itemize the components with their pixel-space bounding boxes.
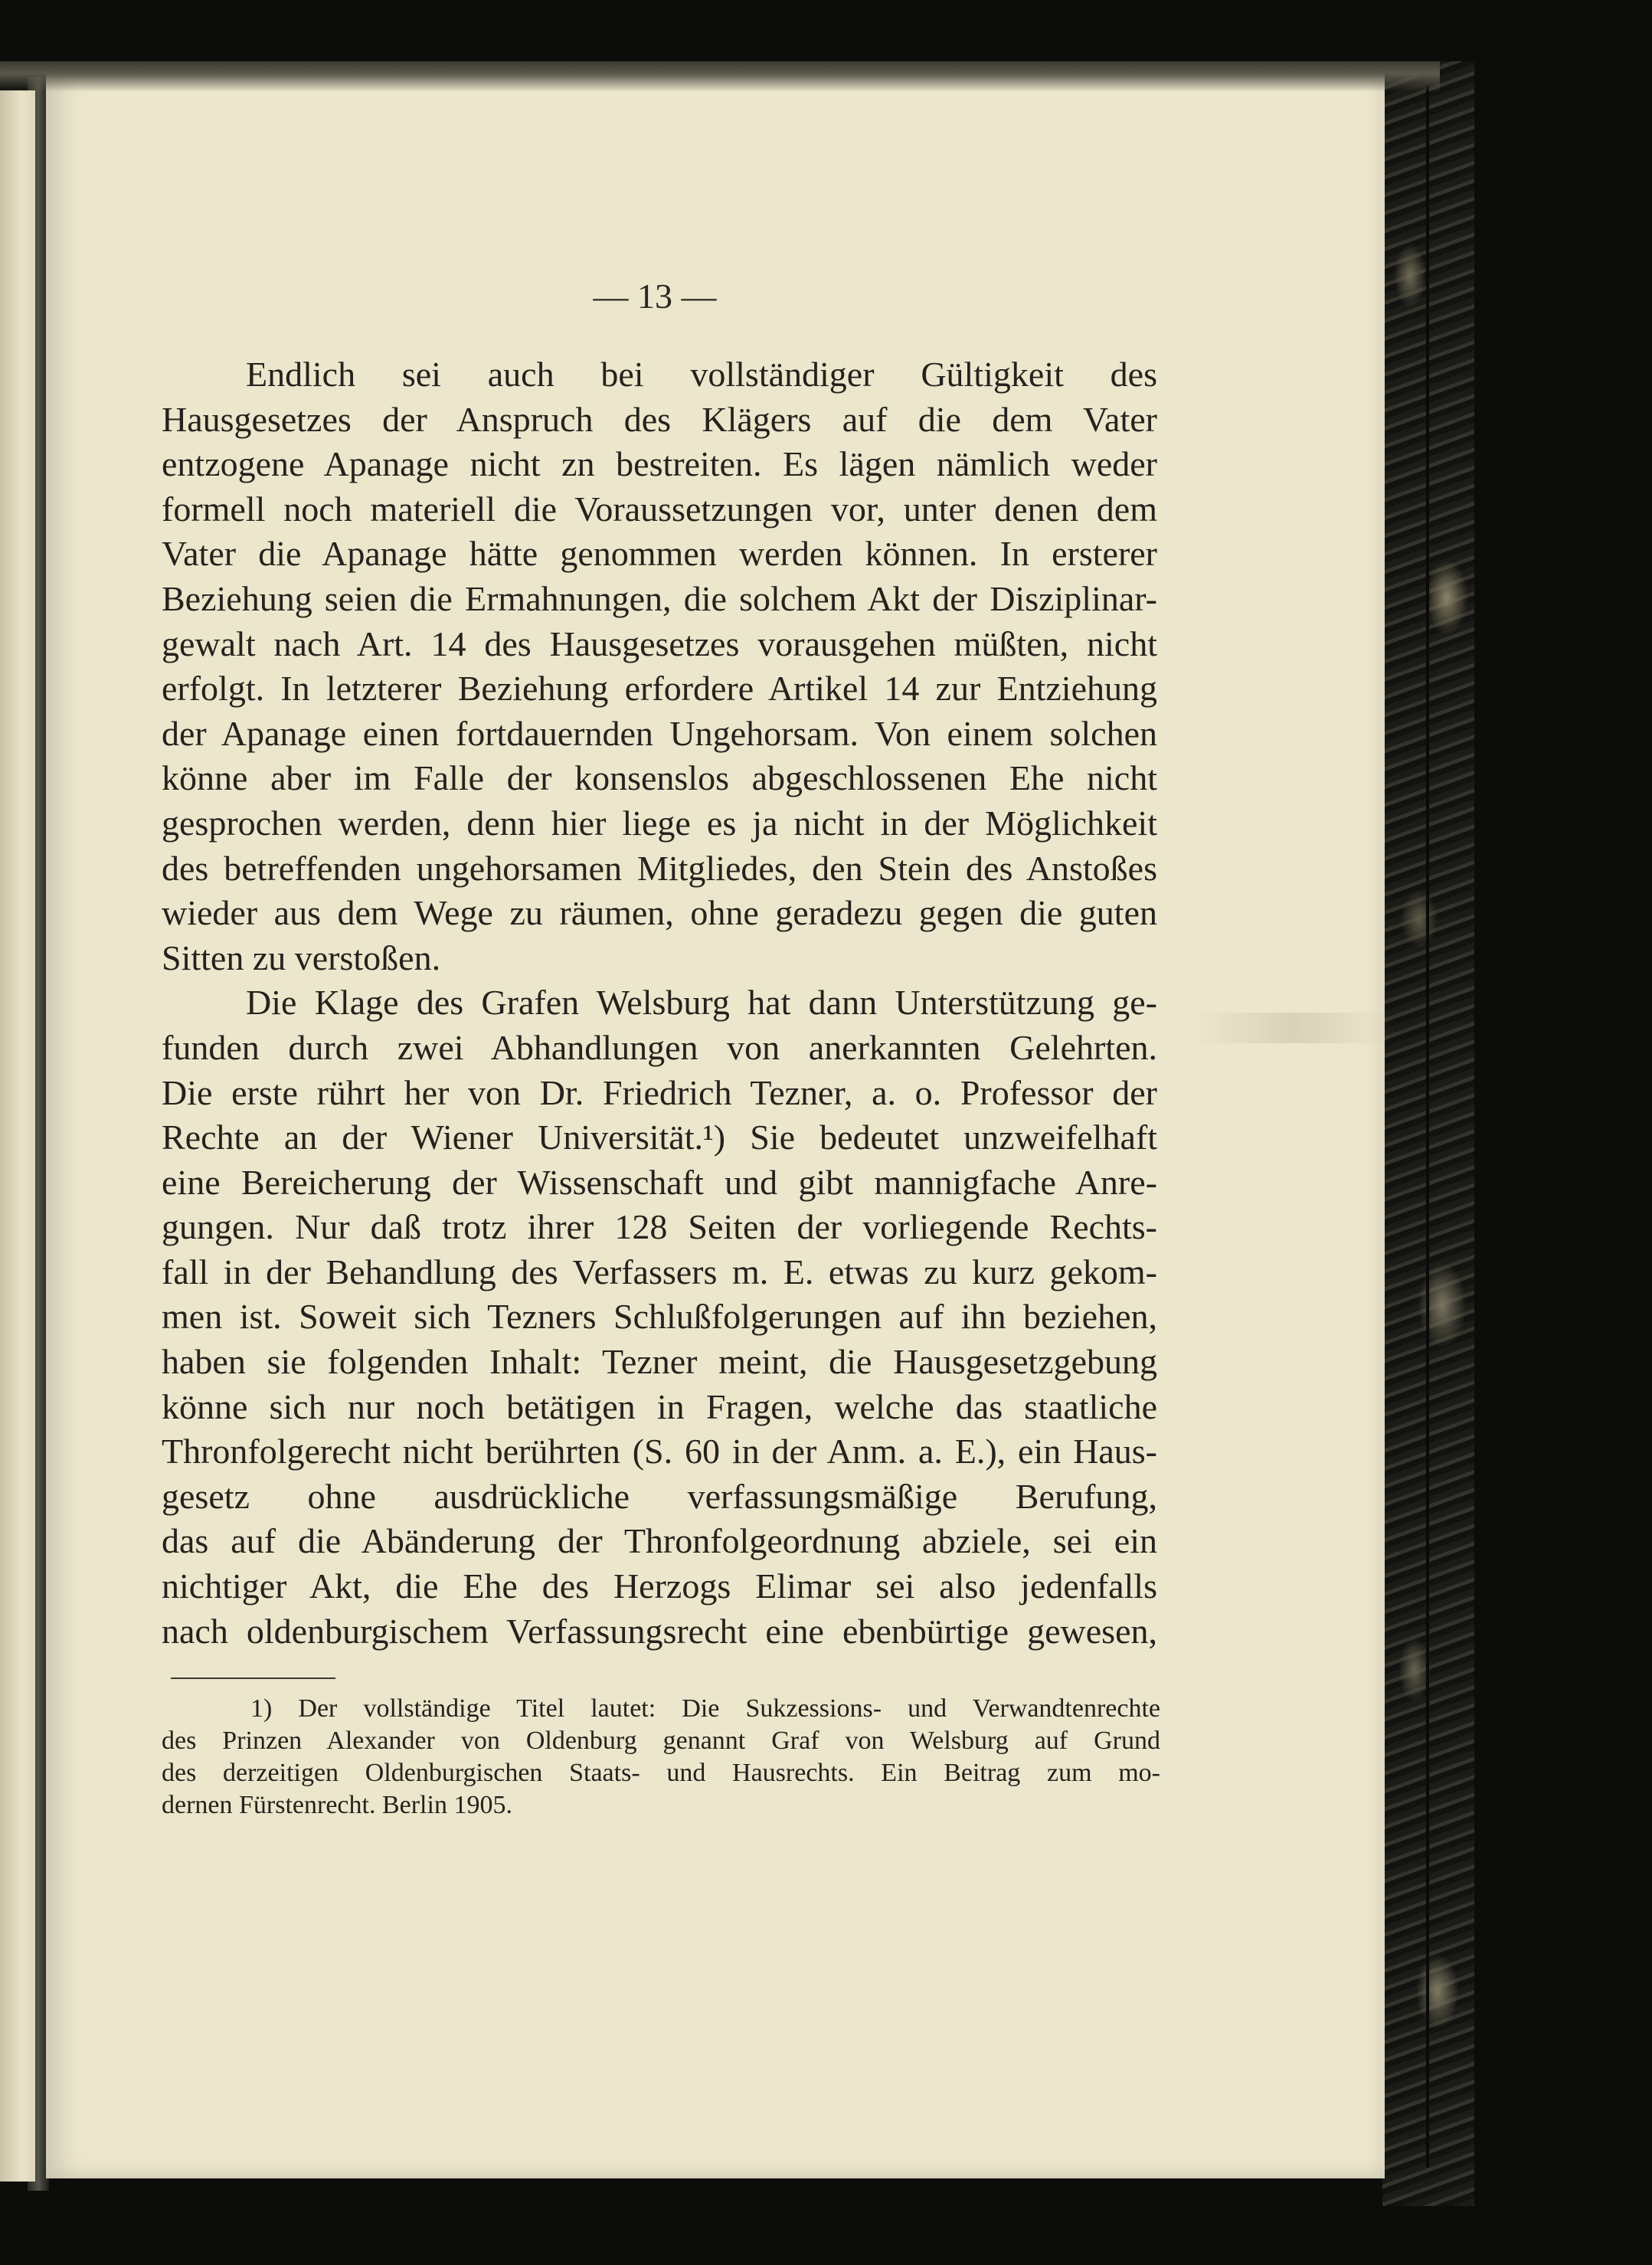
- text-line: gewalt nach Art. 14 des Hausgesetzes vorausgehen müßten, nicht: [162, 624, 1157, 663]
- page-top-shadow: [0, 61, 1440, 92]
- page-number: — 13 —: [593, 277, 717, 316]
- text-line: das auf die Abänderung der Thronfolgeordnung abziele, sei ein: [162, 1521, 1157, 1561]
- footnote-line: dernen Fürstenrecht. Berlin 1905.: [162, 1791, 512, 1819]
- text-line: entzogene Apanage nicht zn bestreiten. Es lägen nämlich weder: [162, 444, 1157, 484]
- text-line: formell noch materiell die Voraussetzungen vor, unter denen dem: [162, 489, 1157, 529]
- text-line: könne aber im Falle der konsenslos abgeschlossenen Ehe nicht: [162, 758, 1157, 798]
- text-line: erfolgt. In letzterer Beziehung erfordere Artikel 14 zur Entziehung: [162, 669, 1157, 709]
- text-line: gungen. Nur daß trotz ihrer 128 Seiten der vorliegende Rechts-: [162, 1207, 1157, 1247]
- footnote-line: 1) Der vollständige Titel lautet: Die Sukzessions- und Verwandtenrechte: [250, 1694, 1160, 1723]
- text-line: nach oldenburgischem Verfassungsrecht eine ebenbürtige gewesen,: [162, 1611, 1157, 1651]
- text-line: Vater die Apanage hätte genommen werden können. In ersterer: [162, 534, 1157, 574]
- text-line: Hausgesetzes der Anspruch des Klägers auf die dem Vater: [162, 399, 1157, 439]
- cover-rule: [1426, 84, 1429, 2168]
- text-line: gesprochen werden, denn hier liege es ja nicht in der Möglichkeit: [162, 803, 1157, 843]
- body-text: [162, 352, 1157, 1654]
- text-line: Beziehung seien die Ermahnungen, die solchem Akt der Disziplinar-: [162, 578, 1157, 618]
- text-line: könne sich nur noch betätigen in Fragen, welche das staatliche: [162, 1386, 1157, 1426]
- text-line: des betreffenden ungehorsamen Mitgliedes, den Stein des Anstoßes: [162, 848, 1157, 888]
- text-line: Endlich sei auch bei vollständiger Gültigkeit des: [246, 355, 1157, 394]
- footnote-line: des Prinzen Alexander von Oldenburg genannt Graf von Welsburg auf Grund: [162, 1727, 1160, 1755]
- footnote: [162, 1693, 1160, 1821]
- text-line: gesetz ohne ausdrückliche verfassungsmäßige Berufung,: [162, 1476, 1157, 1516]
- text-line: der Apanage einen fortdauernden Ungehorsam. Von einem solchen: [162, 713, 1157, 753]
- text-line: Thronfolgerecht nicht berührten (S. 60 in der Anm. a. E.), ein Haus-: [162, 1432, 1157, 1471]
- text-line: Die erste rührt her von Dr. Friedrich Tezner, a. o. Professor der: [162, 1072, 1157, 1112]
- text-line: funden durch zwei Abhandlungen von anerkannten Gelehrten.: [162, 1027, 1157, 1067]
- text-line: Sitten zu verstoßen.: [162, 938, 441, 977]
- text-line: haben sie folgenden Inhalt: Tezner meint, die Hausgesetzgebung: [162, 1342, 1157, 1382]
- text-line: fall in der Behandlung des Verfassers m. E. etwas zu kurz gekom-: [162, 1252, 1157, 1291]
- show-through-text: [1195, 1013, 1394, 1043]
- facing-page-edge: [0, 90, 35, 2182]
- text-line: men ist. Soweit sich Tezners Schlußfolgerungen auf ihn beziehen,: [162, 1297, 1157, 1337]
- footnote-line: des derzeitigen Oldenburgischen Staats- und Hausrechts. Ein Beitrag zum mo-: [162, 1759, 1160, 1787]
- text-line: wieder aus dem Wege zu räumen, ohne geradezu gegen die guten: [162, 893, 1157, 933]
- text-line: nichtiger Akt, die Ehe des Herzogs Elimar sei also jedenfalls: [162, 1566, 1157, 1606]
- text-line: eine Bereicherung der Wissenschaft und gibt mannigfache Anre-: [162, 1162, 1157, 1202]
- text-line: Rechte an der Wiener Universität.¹) Sie bedeutet unzweifelhaft: [162, 1118, 1157, 1157]
- footnote-divider: [171, 1677, 335, 1679]
- text-line: Die Klage des Grafen Welsburg hat dann Unterstützung ge-: [246, 983, 1157, 1023]
